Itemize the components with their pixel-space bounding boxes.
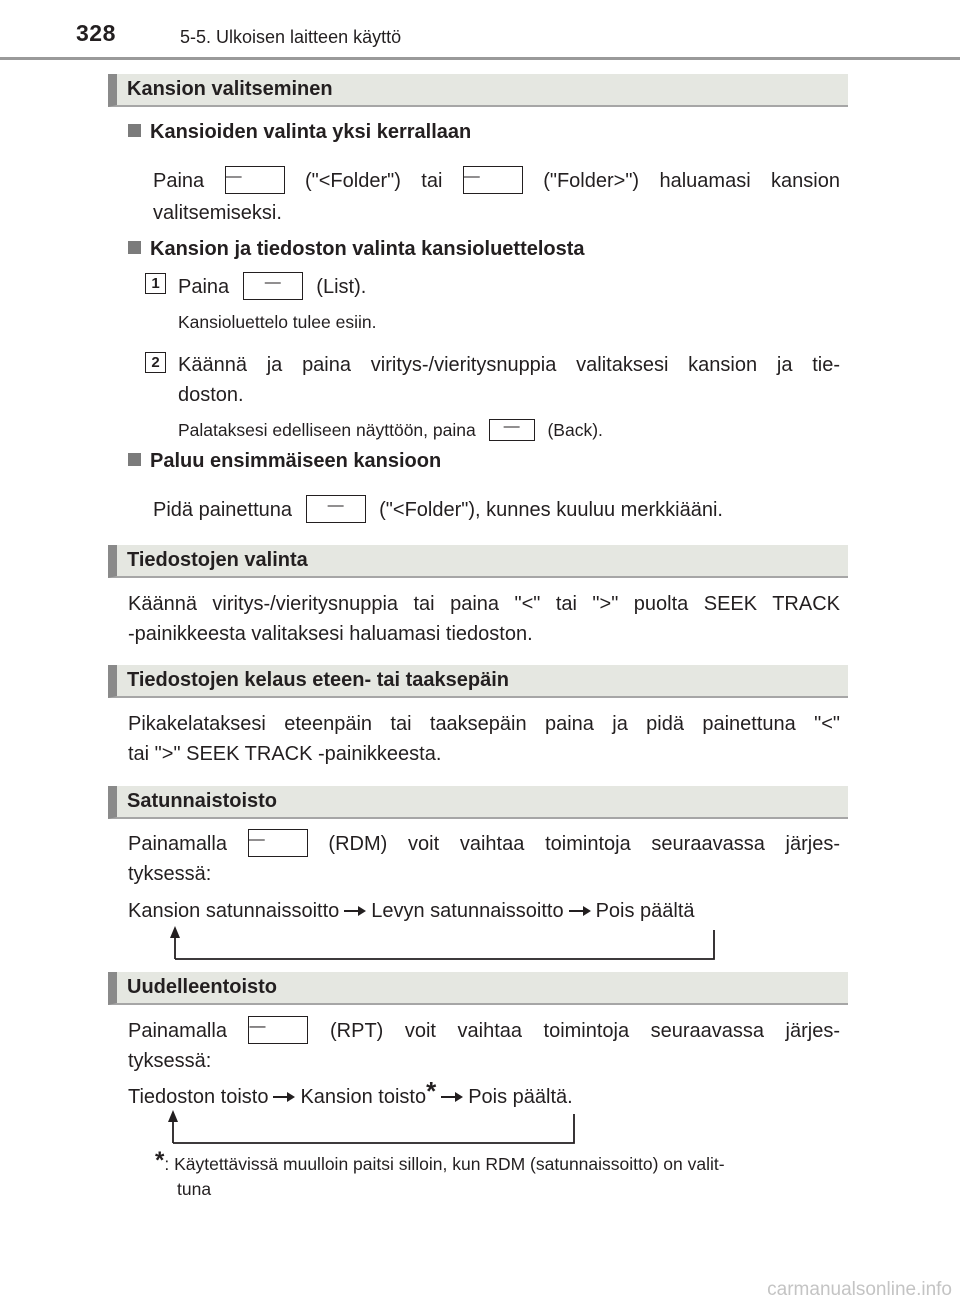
section-header-repeat bbox=[108, 972, 848, 1005]
footnote-star: * bbox=[155, 1147, 165, 1174]
section-title: Uudelleentoisto bbox=[127, 976, 278, 998]
random-paragraph-line1: Painamalla — (RDM) voit vaihtaa toimintoja seuraavassa järjes- bbox=[128, 830, 840, 855]
rdm-button-icon: — bbox=[248, 829, 308, 857]
folder-prev-button-icon: — bbox=[225, 166, 285, 194]
footnote: *: Käytettävissä muulloin paitsi silloin, kun RDM (satunnaissoitto) on valit- tuna bbox=[155, 1147, 725, 1199]
rpt-button-icon: — bbox=[248, 1016, 308, 1044]
repeat-loop-arrow-icon bbox=[158, 1108, 588, 1148]
step-2-note: Palataksesi edelliseen näyttöön, paina — (Back). bbox=[178, 418, 603, 440]
subheading-folder-list: Kansion ja tiedoston valinta kansioluettelosta bbox=[128, 238, 585, 261]
paragraph-hold-folder: Pidä painettuna — ("<Folder"), kunnes kuuluu merkkiääni. bbox=[153, 496, 723, 521]
repeat-paragraph-line2: tyksessä: bbox=[128, 1050, 212, 1072]
file-select-line1: Käännä viritys-/vieritysnuppia tai paina "<" tai ">" puolta SEEK TRACK bbox=[128, 593, 840, 615]
section-title: Tiedostojen valinta bbox=[127, 549, 308, 571]
header-divider bbox=[0, 57, 960, 60]
folder-next-button-icon: — bbox=[463, 166, 523, 194]
watermark: carmanualsonline.info bbox=[767, 1279, 952, 1300]
section-header-random bbox=[108, 786, 848, 819]
arrow-right-icon bbox=[569, 905, 591, 915]
fast-forward-line1: Pikakelataksesi eteenpäin tai taaksepäin paina ja pidä painettuna "<" bbox=[128, 713, 840, 735]
section-title: Kansion valitseminen bbox=[127, 78, 333, 100]
folder-prev-button-icon: — bbox=[306, 495, 366, 523]
repeat-sequence: Tiedoston toisto Kansion toisto* Pois päältä. bbox=[128, 1076, 573, 1108]
random-sequence: Kansion satunnaissoitto Levyn satunnaissoitto Pois päältä bbox=[128, 900, 695, 922]
step-2-text-line1: Käännä ja paina viritys-/vieritysnuppia valitaksesi kansion ja tie- bbox=[178, 354, 840, 376]
section-header-file-select bbox=[108, 545, 848, 578]
arrow-right-icon bbox=[441, 1091, 463, 1101]
chapter-title: 5-5. Ulkoisen laitteen käyttö bbox=[180, 27, 402, 47]
section-header-fast-forward bbox=[108, 665, 848, 698]
list-button-icon: — bbox=[243, 272, 303, 300]
step-1-text: Paina — (List). bbox=[178, 273, 367, 298]
footnote-marker: * bbox=[426, 1076, 437, 1106]
subheading-one-by-one: Kansioiden valinta yksi kerrallaan bbox=[128, 121, 471, 144]
subheading-first-folder: Paluu ensimmäiseen kansioon bbox=[128, 450, 441, 473]
square-bullet-icon bbox=[128, 124, 141, 137]
section-title: Tiedostojen kelaus eteen- tai taaksepäin bbox=[127, 669, 509, 691]
arrow-right-icon bbox=[273, 1091, 295, 1101]
step-2-text-line2: doston. bbox=[178, 384, 244, 406]
repeat-paragraph-line1: Painamalla — (RPT) voit vaihtaa toimintoja seuraavassa järjes- bbox=[128, 1017, 841, 1042]
paragraph-continuation: valitsemiseksi. bbox=[153, 202, 282, 224]
square-bullet-icon bbox=[128, 241, 141, 254]
section-header-folder-select bbox=[108, 74, 848, 107]
file-select-line2: -painikkeesta valitaksesi haluamasi tiedoston. bbox=[128, 623, 533, 645]
back-button-icon: — bbox=[489, 419, 535, 441]
page-number: 328 bbox=[76, 20, 116, 46]
arrow-right-icon bbox=[344, 905, 366, 915]
random-paragraph-line2: tyksessä: bbox=[128, 863, 212, 885]
step-1-note: Kansioluettelo tulee esiin. bbox=[178, 312, 377, 332]
fast-forward-line2: tai ">" SEEK TRACK -painikkeesta. bbox=[128, 743, 442, 765]
random-loop-arrow-icon bbox=[160, 924, 730, 964]
section-title: Satunnaistoisto bbox=[127, 790, 278, 812]
step-number-1: 1 bbox=[145, 273, 166, 294]
square-bullet-icon bbox=[128, 453, 141, 466]
paragraph-folder-buttons: Paina — ("<Folder") tai — ("Folder>") haluamasi kansion bbox=[153, 167, 840, 192]
step-number-2: 2 bbox=[145, 352, 166, 373]
